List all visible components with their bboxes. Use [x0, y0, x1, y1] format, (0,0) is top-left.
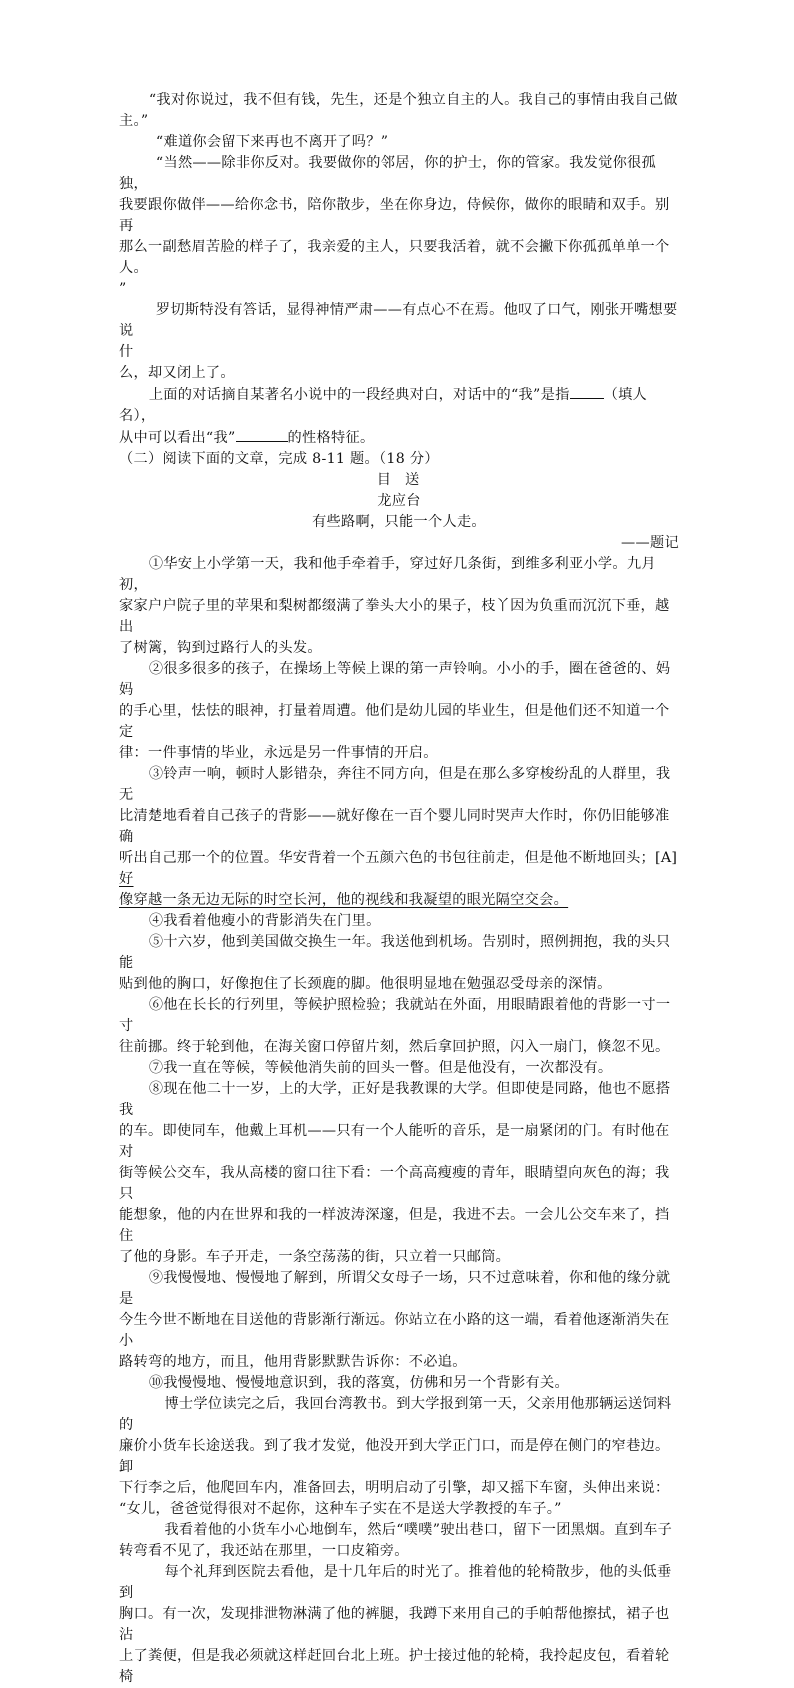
paragraph-line: 了他的身影。车子开走，一条空荡荡的街，只立着一只邮筒。: [119, 1249, 511, 1265]
dialogue-line: 罗切斯特没有答话，显得神情严肃——有点心不在焉。他叹了口气，刚张开嘴想要说: [119, 302, 678, 339]
paragraph-line: 路转弯的地方，而且，他用背影默默告诉你：不必追。: [119, 1354, 467, 1370]
dialogue-line: “当然——除非你反对。我要做你的邻居，你的护士，你的管家。我发觉你很孤独，: [119, 155, 657, 192]
question-line-1: [119, 384, 679, 427]
paragraph-line: 博士学位读完之后，我回台湾教书。到大学报到第一天，父亲用他那辆运送饲料的: [119, 1396, 672, 1433]
paragraph-line: 转弯看不见了，我还站在那里，一口皮箱旁。: [119, 1543, 409, 1559]
essay-epigraph: 有些路啊，只能一个人走。: [312, 514, 486, 530]
answer-blank-name[interactable]: [570, 384, 604, 399]
paragraph-line: 能想象，他的内在世界和我的一样波涛深邃，但是，我进不去。一会儿公交车来了，挡住: [119, 1207, 670, 1244]
question-text: 上面的对话摘自某著名小说中的一段经典对白，对话中的“我”是指: [148, 387, 570, 403]
paragraph-line: ③铃声一响，顿时人影错杂，奔往不同方向，但是在那么多穿梭纷乱的人群里，我无: [119, 766, 671, 803]
dialogue-line: “难道你会留下来再也不离开了吗？”: [155, 134, 389, 150]
dialogue-line: ”: [119, 281, 127, 297]
paragraph-line: ⑤十六岁，他到美国做交换生一年。我送他到机场。告别时，照例拥抱，我的头只能: [119, 934, 671, 971]
paragraph-line: 律：一件事情的毕业，永远是另一件事情的开启。: [119, 745, 438, 761]
document-page: [119, 90, 679, 1688]
dialogue-line: 那么一副愁眉苦脸的样子了，我亲爱的主人，只要我活着，就不会撇下你孤孤单单一个人。: [119, 239, 670, 276]
underlined-sentence: 好: [119, 871, 134, 887]
section-heading: （二）阅读下面的文章，完成 8-11 题。（18 分）: [119, 451, 439, 467]
paragraph-line: ①华安上小学第一天，我和他手牵着手，穿过好几条街，到维多利亚小学。九月初，: [119, 556, 656, 593]
paragraph-line: 的手心里，怯怯的眼神，打量着周遭。他们是幼儿园的毕业生，但是他们还不知道一个定: [119, 703, 670, 740]
paragraph-line: ⑩我慢慢地、慢慢地意识到，我的落寞，仿佛和另一个背影有关。: [148, 1375, 569, 1391]
paragraph-line: [119, 848, 679, 890]
question-text: 从中可以看出“我”: [119, 430, 236, 446]
question-line-2: [119, 427, 679, 449]
paragraph-line: ⑦我一直在等候，等候他消失前的回头一瞥。但是他没有，一次都没有。: [148, 1060, 613, 1076]
dialogue-line: 我要跟你做伴——给你念书，陪你散步，坐在你身边，侍候你，做你的眼睛和双手。别再: [119, 197, 670, 234]
paragraph-line: 每个礼拜到医院去看他，是十几年后的时光了。推着他的轮椅散步，他的头低垂到: [119, 1564, 672, 1601]
paragraph-line: 胸口。有一次，发现排泄物淋满了他的裤腿，我蹲下来用自己的手帕帮他擦拭，裙子也沾: [119, 1606, 670, 1643]
paragraph-line: 今生今世不断地在目送他的背影渐行渐远。你站立在小路的这一端，看着他逐渐消失在小: [119, 1312, 670, 1349]
paragraph-line: [119, 890, 679, 911]
essay-title: 目送: [376, 472, 434, 488]
paragraph-text: 听出自己那一个的位置。华安背着一个五颜六色的书包往前走，但是他不断地回头；: [119, 850, 656, 866]
paragraph-line: ⑧现在他二十一岁，上的大学，正好是我教课的大学。但即使是同路，他也不愿搭我: [119, 1081, 671, 1118]
paragraph-line: ⑨我慢慢地、慢慢地了解到，所谓父女母子一场，只不过意味着，你和他的缘分就是: [119, 1270, 671, 1307]
paragraph-line: 下行李之后，他爬回车内，准备回去，明明启动了引擎，却又摇下车窗，头伸出来说：: [119, 1480, 670, 1496]
dialogue-line: 什: [119, 344, 134, 360]
paragraph-line: ②很多很多的孩子，在操场上等候上课的第一声铃响。小小的手，圈在爸爸的、妈妈: [119, 661, 671, 698]
epigraph-note: ——题记: [621, 535, 679, 551]
paragraph-line: ⑥他在长长的行列里，等候护照检验；我就站在外面，用眼睛跟着他的背影一寸一寸: [119, 997, 671, 1034]
paragraph-line: 了树篱，钩到过路行人的头发。: [119, 640, 322, 656]
dialogue-line: “我对你说过，我不但有钱，先生，还是个独立自主的人。我自己的事情由我自己做: [148, 92, 678, 108]
answer-blank-trait[interactable]: [236, 427, 288, 442]
paragraph-line: 廉价小货车长途送我。到了我才发觉，他没开到大学正门口，而是停在侧门的窄巷边。卸: [119, 1438, 670, 1475]
paragraph-line: “女儿，爸爸觉得很对不起你，这种车子实在不是送大学教授的车子。”: [119, 1501, 562, 1517]
paragraph-line: 比清楚地看着自己孩子的背影——就好像在一百个婴儿同时哭声大作时，你仍旧能够准确: [119, 808, 670, 845]
dialogue-line: 么，却又闭上了。: [119, 365, 235, 381]
paragraph-line: ④我看着他瘦小的背影消失在门里。: [148, 913, 381, 929]
paragraph-line: 上了粪便，但是我必须就这样赶回台北上班。护士接过他的轮椅，我拎起皮包，看着轮椅: [119, 1648, 670, 1685]
paragraph-line: 家家户户院子里的苹果和梨树都缀满了拳头大小的果子，枝丫因为负重而沉沉下垂，越出: [119, 598, 670, 635]
paragraph-line: 街等候公交车，我从高楼的窗口往下看：一个高高瘦瘦的青年，眼睛望向灰色的海；我只: [119, 1165, 670, 1202]
paragraph-line: 往前挪。终于轮到他，在海关窗口停留片刻，然后拿回护照，闪入一扇门，倏忽不见。: [119, 1039, 670, 1055]
underlined-sentence: 像穿越一条无边无际的时空长河，他的视线和我凝望的眼光隔空交会。: [119, 892, 569, 908]
question-text: （填人名），: [119, 387, 648, 424]
dialogue-line: 主。”: [119, 113, 149, 129]
paragraph-line: 贴到他的胸口，好像抱住了长颈鹿的脚。他很明显地在勉强忍受母亲的深情。: [119, 976, 612, 992]
paragraph-line: 的车。即使同车，他戴上耳机——只有一个人能听的音乐，是一扇紧闭的门。有时他在对: [119, 1123, 670, 1160]
annotation-mark-a: [A]: [655, 850, 678, 866]
question-text: 的性格特征。: [287, 430, 375, 446]
paragraph-line: 我看着他的小货车小心地倒车，然后“噗噗”驶出巷口，留下一团黑烟。直到车子: [164, 1522, 673, 1538]
essay-author: 龙应台: [377, 493, 421, 509]
